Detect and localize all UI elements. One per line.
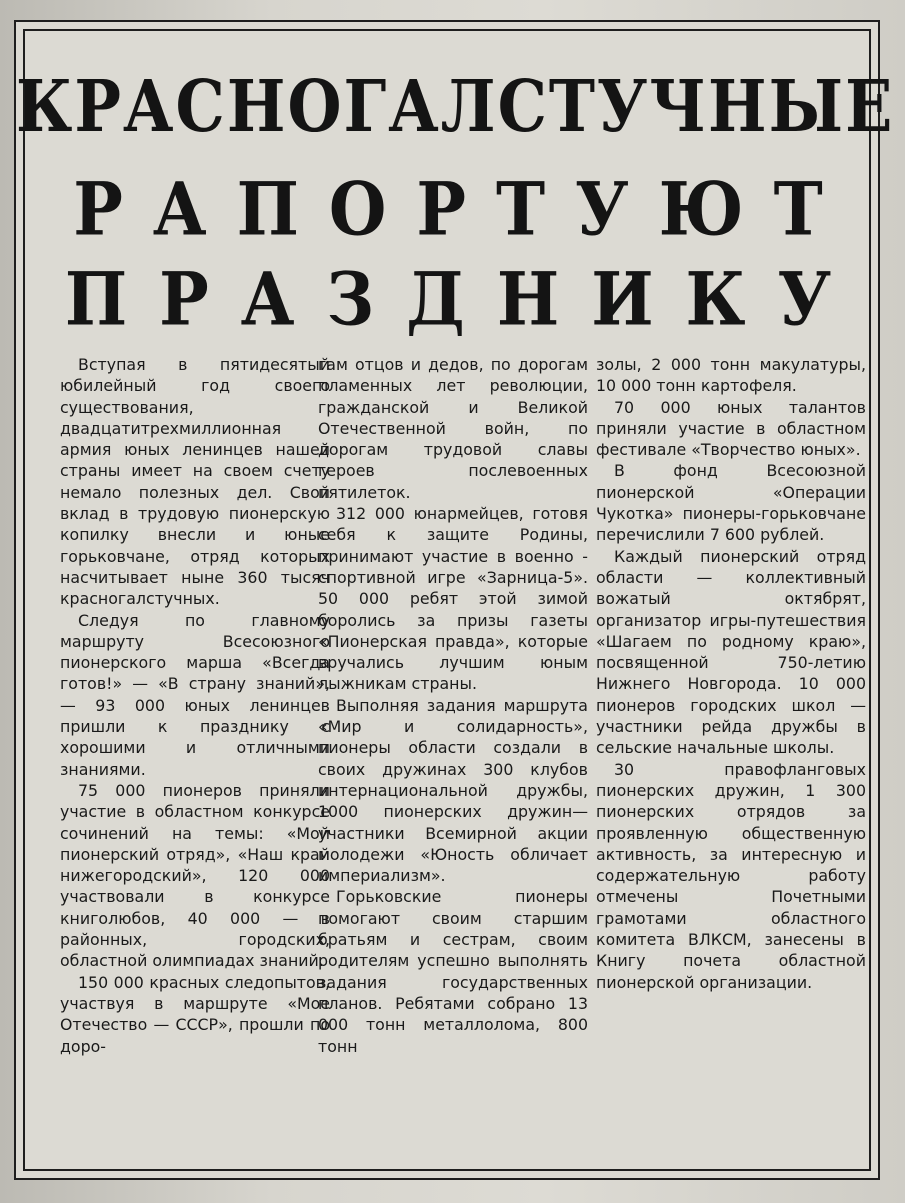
headline-line-3: ПРАЗДНИКУ bbox=[64, 256, 864, 342]
paragraph: Каждый пионерский отряд области — коллективный вожатый октябрят, организатор игры-путешествия «Шагаем по родному краю», посвященной 750-летию Нижнего Новгорода. 10 000 пионеров городских школ — участники рейда дружбы в сельские начальные школы. bbox=[596, 546, 866, 758]
paragraph: 75 000 пионеров приняли участие в областном конкурсе сочинений на темы: «Мой пионерский отряд», «Наш край нижегородский», 120 000 участвовали в конкурсе книголюбов, 40 000 — в районных, городских, областной олимпиадах знаний. bbox=[60, 780, 330, 971]
paragraph: Выполняя задания маршрута «Мир и солидарность», пионеры области создали в своих дружинах 300 клубов интернациональной дружбы, 1000 пионерских дружин—участники Всемирной акции молодежи «Юность обличает империализм». bbox=[318, 695, 588, 886]
article-column-2 bbox=[318, 354, 588, 1057]
paragraph: Следуя по главному маршруту Всесоюзного пионерского марша «Всегда готов!» — «В страну знаний», — 93 000 юных ленинцев пришли к празднику с хорошими и отличными знаниями. bbox=[60, 610, 330, 779]
article-column-1 bbox=[60, 354, 330, 1057]
article-frame bbox=[14, 20, 895, 1180]
paragraph: В фонд Всесоюзной пионерской «Операции Чукотка» пионеры-горьковчане перечислили 7 600 рублей. bbox=[596, 461, 866, 545]
headline-line-2: РАПОРТУЮТ bbox=[73, 166, 853, 252]
paragraph: гам отцов и дедов, по дорогам пламенных лет революции, гражданской и Великой Отечественной войн, по дорогам трудовой славы героев послевоенных пятилеток. bbox=[318, 355, 588, 502]
article-column-3 bbox=[596, 354, 866, 993]
paragraph: золы, 2 000 тонн макулатуры, 10 000 тонн картофеля. bbox=[596, 355, 866, 396]
paragraph: 150 000 красных следопытов, участвуя в маршруте «Мое Отечество — СССР», прошли по доро- bbox=[60, 972, 330, 1056]
paragraph: Вступая в пятидесятый юбилейный год своего существования, двадцатитрехмиллионная армия юных ленинцев нашей страны имеет на своем счету немало полезных дел. Свой вклад в трудовую пионерскую копилку внесли и юные горьковчане, отряд которых насчитывает ныне 360 тысяч красногалстучных. bbox=[60, 355, 330, 609]
paragraph: 312 000 юнармейцев, готовя себя к защите Родины, принимают участие в военно - спортивной игре «Зарница-5». 50 000 ребят этой зимой боролись за призы газеты «Пионерская правда», которые вручались лучшим юным лыжникам страны. bbox=[318, 504, 588, 694]
paragraph: Горьковские пионеры помогают своим старшим братьям и сестрам, своим родителям успешно выполнять задания государственных планов. Ребятами собрано 13 000 тонн металлолома, 800 тонн bbox=[318, 887, 588, 1056]
paragraph: 70 000 юных талантов приняли участие в областном фестивале «Творчество юных». bbox=[596, 397, 866, 460]
headline-line-1: КРАСНОГАЛСТУЧНЫЕ bbox=[16, 64, 895, 149]
paragraph: 30 правофланговых пионерских дружин, 1 300 пионерских отрядов за проявленную общественную активность, за интересную и содержательную работу отмечены Почетными грамотами областного комитета ВЛКСМ, занесены в Книгу почета областной пионерской организации. bbox=[596, 759, 866, 992]
